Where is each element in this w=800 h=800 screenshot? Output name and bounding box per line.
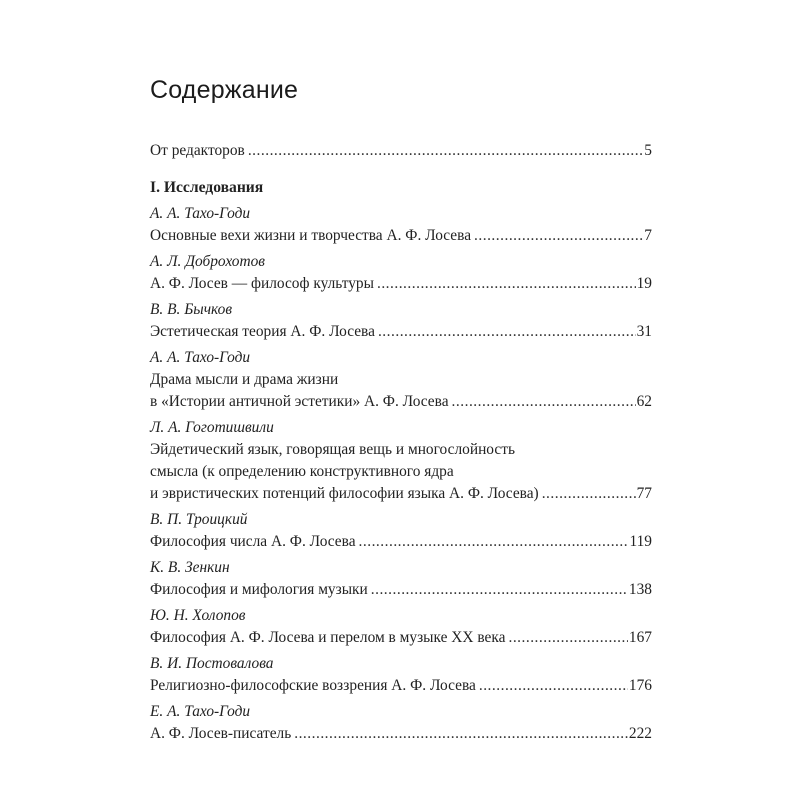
entry-title-row	[150, 391, 652, 413]
toc-entry	[150, 251, 652, 295]
entry-author: В. В. Бычков	[150, 301, 233, 318]
toc-entry	[150, 299, 652, 343]
entry-title-row	[150, 531, 652, 553]
toc-entry	[150, 509, 652, 553]
toc-entry	[150, 701, 652, 745]
dot-leader	[371, 579, 628, 601]
entry-title: в «Истории античной эстетики» А. Ф. Лосева	[150, 393, 449, 410]
entry-author: В. И. Постовалова	[150, 655, 274, 672]
entry-title: А. Ф. Лосев — философ культуры	[150, 275, 374, 292]
preface-entry	[150, 140, 652, 162]
entry-page-number: 7	[644, 227, 652, 244]
contents-page	[150, 0, 652, 800]
entry-author: А. Л. Доброхотов	[150, 253, 265, 270]
dot-leader	[248, 140, 643, 162]
entry-author: Ю. Н. Холопов	[150, 607, 246, 624]
dot-leader	[508, 627, 627, 649]
entry-group	[150, 203, 652, 745]
entry-author: В. П. Троицкий	[150, 511, 248, 528]
contents-list	[150, 140, 652, 745]
entry-title-row	[150, 723, 652, 745]
dot-leader	[542, 483, 636, 505]
dot-leader	[378, 321, 636, 343]
dot-leader	[479, 675, 628, 697]
entry-title: Философия А. Ф. Лосева и перелом в музыке XX века	[150, 629, 506, 646]
entry-page-number: 62	[636, 393, 652, 410]
entry-page-number: 19	[636, 275, 652, 292]
entry-title-row	[150, 675, 652, 697]
entry-title: А. Ф. Лосев-писатель	[150, 725, 292, 742]
toc-entry	[150, 557, 652, 601]
entry-page-number: 138	[628, 581, 652, 598]
toc-entry	[150, 203, 652, 247]
entry-title: и эвристических потенций философии языка А. Ф. Лосева)	[150, 485, 539, 502]
entry-title: Эстетическая теория А. Ф. Лосева	[150, 323, 375, 340]
entry-author: Л. А. Гоготишвили	[150, 419, 274, 436]
entry-page-number: 5	[644, 142, 652, 159]
entry-title-line: смысла (к определению конструктивного ядра	[150, 463, 454, 480]
page-title: Содержание	[150, 76, 299, 104]
entry-title: Основные вехи жизни и творчества А. Ф. Лосева	[150, 227, 472, 244]
entry-page-number: 77	[636, 485, 652, 502]
entry-page-number: 167	[628, 629, 652, 646]
entry-title-line: Драма мысли и драма жизни	[150, 371, 339, 388]
entry-title-line: Эйдетический язык, говорящая вещь и многослойность	[150, 441, 515, 458]
dot-leader	[474, 225, 643, 247]
section-heading: I. Исследования	[150, 179, 264, 196]
toc-entry	[150, 605, 652, 649]
entry-author: А. А. Тахо-Годи	[150, 349, 251, 366]
entry-title-row	[150, 321, 652, 343]
dot-leader	[377, 273, 636, 295]
entry-page-number: 119	[629, 533, 652, 550]
entry-page-number: 31	[636, 323, 652, 340]
entry-title-row	[150, 627, 652, 649]
entry-title: Философия и мифология музыки	[150, 581, 368, 598]
entry-title: Философия числа А. Ф. Лосева	[150, 533, 356, 550]
dot-leader	[359, 531, 629, 553]
entry-page-number: 222	[628, 725, 652, 742]
dot-leader	[294, 723, 628, 745]
dot-leader	[452, 391, 636, 413]
entry-title-row	[150, 225, 652, 247]
entry-title-row	[150, 579, 652, 601]
toc-entry	[150, 653, 652, 697]
entry-page-number: 176	[628, 677, 652, 694]
toc-entry	[150, 347, 652, 413]
entry-title-row	[150, 273, 652, 295]
entry-author: А. А. Тахо-Годи	[150, 205, 251, 222]
entry-author: К. В. Зенкин	[150, 559, 230, 576]
entry-author: Е. А. Тахо-Годи	[150, 703, 251, 720]
entry-title: Религиозно-философские воззрения А. Ф. Лосева	[150, 677, 476, 694]
entry-title-row	[150, 483, 652, 505]
toc-entry	[150, 417, 652, 505]
entry-title: От редакторов	[150, 142, 245, 159]
